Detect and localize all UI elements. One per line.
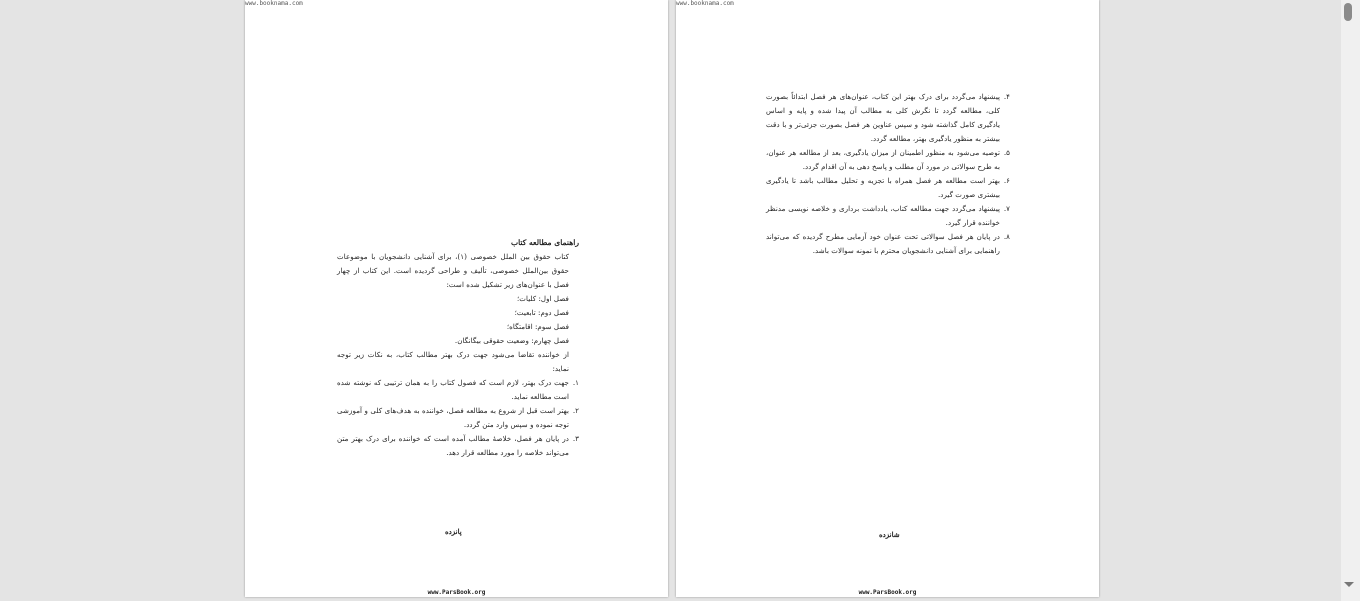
watermark-top: www.booknama.com	[245, 0, 303, 7]
list-item-number: ۷.	[1003, 204, 1010, 213]
watermark-bottom: www.ParsBook.org	[858, 589, 917, 596]
list-item	[766, 146, 1010, 174]
list-item-text: توصیه می‌شود به منظور اطمینان از میزان یادگیری، بعد از مطالعه هر عنوان، به طرح سوالاتی در مورد آن مطلب و پاسخ دهی به آن اقدام گردد.	[766, 148, 1000, 171]
request-paragraph: از خواننده تقاضا می‌شود جهت درک بهتر مطالب کتاب، به نکات زیر توجه نماید:	[337, 350, 569, 373]
chapter-item: فصل دوم: تابعیت؛	[514, 308, 569, 317]
list-item-text: پیشنهاد می‌گردد برای درک بهتر این کتاب، عنوان‌های هر فصل ابتدائاً بصورت کلی، مطالعه گردد تا نگرش کلی به مطالب آن پیدا شده و پایه و اساس یادگیری کامل گذاشته شود و سپس عناوین هر فصل بصورت جزئی‌تر و با دقت بیشتر به منظور یادگیری بهتر، مطالعه گردد.	[766, 92, 1000, 143]
reading-guide-list	[766, 90, 1010, 258]
intro-paragraph: کتاب حقوق بین الملل خصوصی (۱)، برای آشنایی دانشجویان با موضوعات حقوق بین‌الملل خصوصی، تألیف و طراحی گردیده است. این کتاب از چهار فصل با عنوان‌های زیر تشکیل شده است:	[337, 252, 569, 289]
list-item	[337, 404, 579, 432]
list-item-number: ۸.	[1003, 232, 1010, 241]
list-item	[766, 90, 1010, 146]
chapter-item: فصل چهارم: وضعیت حقوقی بیگانگان.	[454, 336, 569, 345]
vertical-scrollbar[interactable]	[1341, 0, 1360, 601]
page-number: شانزده	[879, 530, 900, 539]
list-item-number: ۴.	[1003, 92, 1010, 101]
list-item-number: ۲.	[572, 406, 579, 415]
page-fifteen	[245, 0, 668, 597]
scrollbar-thumb[interactable]	[1344, 3, 1352, 21]
list-item-number: ۵.	[1003, 148, 1010, 157]
reading-guide-section	[337, 236, 579, 460]
page-sixteen	[676, 0, 1099, 597]
page-number: پانزده	[445, 527, 462, 536]
list-item-number: ۶.	[1003, 176, 1010, 185]
list-item-text: بهتر است قبل از شروع به مطالعه فصل، خواننده به هدف‌های کلی و آموزشی توجه نموده و سپس وارد متن گردد.	[337, 406, 569, 429]
chapter-item: فصل اول: کلیات؛	[516, 294, 569, 303]
scroll-down-arrow-icon[interactable]	[1344, 582, 1354, 587]
list-item-text: در پایان هر فصل، خلاصهٔ مطالب آمده است که خواننده برای درک بهتر متن می‌تواند خلاصه را مورد مطالعه قرار دهد.	[337, 434, 569, 457]
watermark-top: www.booknama.com	[676, 0, 734, 7]
list-item-text: پیشنهاد می‌گردد جهت مطالعه کتاب، یادداشت برداری و خلاصه نویسی مدنظر خواننده قرار گیرد.	[766, 204, 1000, 227]
list-item	[337, 432, 579, 460]
list-item	[337, 376, 579, 404]
list-item-text: بهتر است مطالعه هر فصل همراه با تجزیه و تحلیل مطالب باشد تا یادگیری بیشتری صورت گیرد.	[766, 176, 1000, 199]
list-item-number: ۱.	[572, 378, 579, 387]
chapter-item: فصل سوم: اقامتگاه؛	[506, 322, 569, 331]
list-item-text: جهت درک بهتر، لازم است که فصول کتاب را به همان ترتیبی که نوشته شده است مطالعه نماید.	[337, 378, 569, 401]
section-heading: راهنمای مطالعه کتاب	[510, 238, 579, 247]
list-item-text: در پایان هر فصل سوالاتی تحت عنوان خود آزمایی مطرح گردیده که می‌تواند راهنمایی برای آشنایی دانشجویان محترم با نمونه سوالات باشد.	[766, 232, 1000, 255]
watermark-bottom: www.ParsBook.org	[427, 589, 486, 596]
list-item-number: ۳.	[572, 434, 579, 443]
list-item	[766, 202, 1010, 230]
list-item	[766, 174, 1010, 202]
list-item	[766, 230, 1010, 258]
